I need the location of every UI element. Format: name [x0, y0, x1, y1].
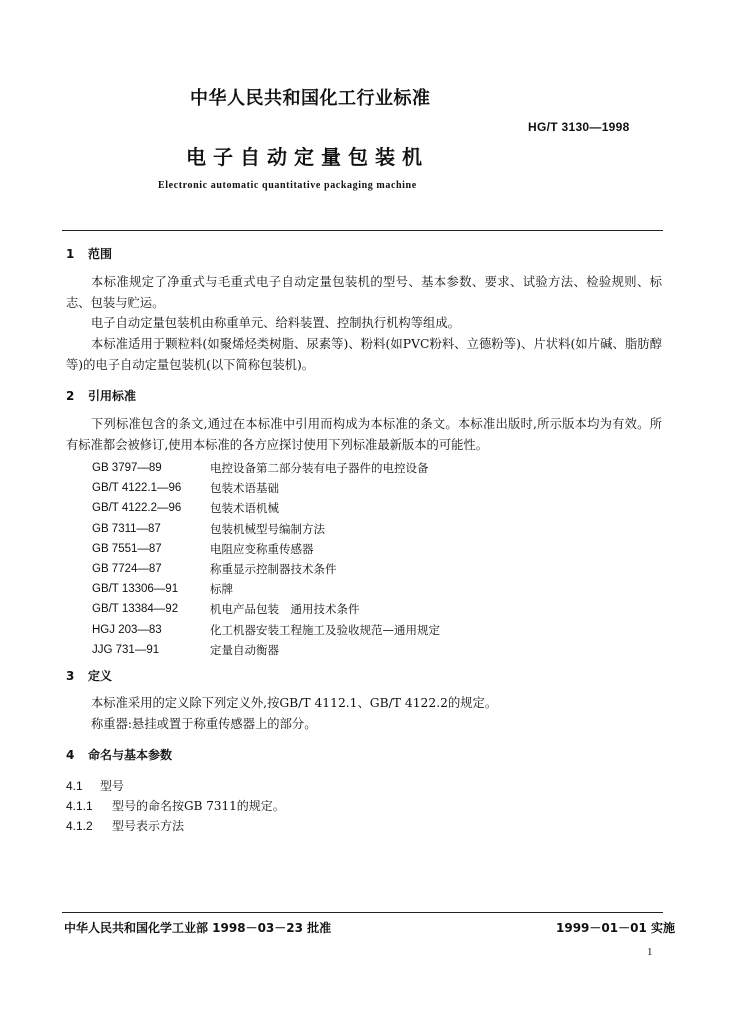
reference-name: 电控设备第二部分装有电子器件的电控设备 [210, 461, 429, 476]
list-item [92, 519, 440, 539]
list-item [92, 579, 440, 599]
section-heading: 引用标准 [88, 389, 137, 403]
reference-name: 机电产品包装 通用技术条件 [210, 602, 360, 617]
header-divider [62, 230, 663, 231]
list-item [92, 559, 440, 579]
reference-code: GB 7551—87 [92, 542, 162, 555]
list-item [92, 640, 440, 660]
reference-code: GB/T 13306—91 [92, 583, 179, 596]
list-item [92, 498, 440, 518]
list-item [92, 458, 440, 478]
footer-divider [62, 912, 663, 913]
section-number: 4 [66, 748, 75, 762]
section-naming-heading [66, 746, 172, 763]
list-item [92, 599, 440, 619]
reference-code: GB 3797—89 [92, 462, 162, 475]
subsection-4-1-2 [66, 817, 184, 834]
reference-code: GB/T 13384—92 [92, 603, 179, 616]
document-title: 电子自动定量包装机 [186, 145, 429, 169]
definitions-paragraph-2: 称重器:悬挂或置于称重传感器上的部分。 [91, 717, 317, 731]
scope-paragraph-1: 本标准规定了净重式与毛重式电子自动定量包装机的型号、基本参数、要求、试验方法、检验规则、标志、包装与贮运。 [66, 275, 662, 310]
page-number: 1 [647, 946, 653, 958]
reference-code: JJG 731—91 [92, 643, 160, 656]
reference-name: 电阻应变称重传感器 [210, 541, 314, 556]
reference-name: 包装术语基础 [210, 481, 279, 496]
subsection-4-1-1 [66, 797, 285, 814]
references-intro: 下列标准包含的条文,通过在本标准中引用而构成为本标准的条文。本标准出版时,所示版本均为有效。所有标准都会被修订,使用本标准的各方应探讨使用下列标准最新版本的可能性。 [66, 417, 662, 452]
list-item [92, 539, 440, 559]
reference-list [92, 458, 440, 660]
section-definitions-heading [66, 667, 112, 684]
section-number: 2 [66, 389, 75, 403]
subsection-number: 4.1.2 [66, 819, 93, 833]
section-heading: 范围 [88, 247, 113, 261]
subsection-text: 型号表示方法 [112, 819, 185, 833]
section-heading: 定义 [88, 669, 113, 683]
subsection-text: 型号 [100, 779, 125, 793]
scope-paragraph-3: 本标准适用于颗粒料(如聚烯烃类树脂、尿素等)、粉料(如PVC粉料、立德粉等)、片状料(如片碱、脂肪醇等)的电子自动定量包装机(以下简称包装机)。 [66, 337, 662, 372]
section-number: 1 [66, 247, 75, 261]
subsection-number: 4.1.1 [66, 799, 93, 813]
subsection-4-1 [66, 777, 124, 794]
reference-code: GB/T 4122.2—96 [92, 502, 182, 515]
reference-code: GB 7311—87 [92, 522, 161, 535]
section-references-heading [66, 387, 136, 404]
industry-standard-title: 中华人民共和国化工行业标准 [190, 88, 431, 109]
reference-name: 称重显示控制器技术条件 [210, 562, 337, 577]
section-scope-heading [66, 245, 112, 262]
reference-name: 包装术语机械 [210, 501, 279, 516]
subsection-text: 型号的命名按GB 7311的规定。 [112, 799, 285, 813]
reference-name: 化工机器安装工程施工及验收规范—通用规定 [210, 622, 440, 637]
approval-date: 中华人民共和国化学工业部 1998－03－23 批准 [64, 921, 332, 935]
section-heading: 命名与基本参数 [88, 748, 173, 762]
list-item [92, 620, 440, 640]
effective-date: 1999－01－01 实施 [556, 921, 675, 935]
subsection-number: 4.1 [66, 779, 83, 793]
definitions-paragraph-1: 本标准采用的定义除下列定义外,按GB/T 4112.1、GB/T 4122.2的规定。 [91, 696, 498, 710]
standard-number: HG/T 3130—1998 [528, 120, 630, 134]
reference-code: GB 7724—87 [92, 563, 162, 576]
scope-paragraph-2: 电子自动定量包装机由称重单元、给料装置、控制执行机构等组成。 [91, 316, 460, 330]
english-title: Electronic automatic quantitative packaging machine [158, 180, 417, 191]
reference-name: 包装机械型号编制方法 [210, 521, 325, 536]
reference-code: HGJ 203—83 [92, 623, 162, 636]
section-number: 3 [66, 669, 75, 683]
list-item [92, 478, 440, 498]
reference-name: 标牌 [210, 582, 233, 597]
reference-code: GB/T 4122.1—96 [92, 482, 182, 495]
reference-name: 定量自动衡器 [210, 642, 279, 657]
